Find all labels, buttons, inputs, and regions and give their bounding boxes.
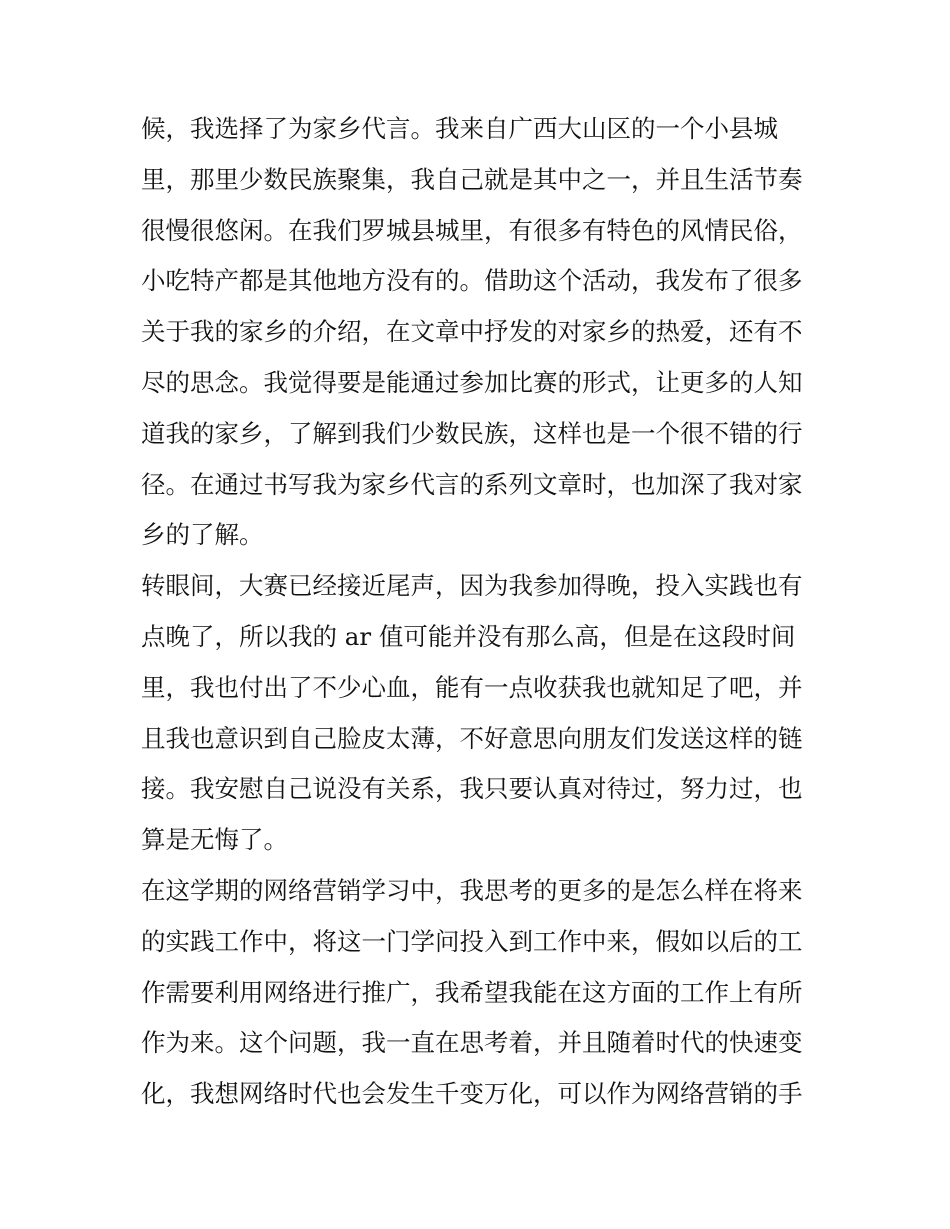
text-line: 且我也意识到自己脸皮太薄，不好意思向朋友们发送这样的链: [141, 723, 803, 753]
text-line: 道我的家乡，了解到我们少数民族，这样也是一个很不错的行: [141, 418, 803, 448]
text-line: 算是无悔了。: [141, 825, 288, 855]
document-body: [141, 104, 821, 1120]
text-line: 乡的了解。: [141, 520, 264, 550]
text-line: 转眼间，大赛已经接近尾声，因为我参加得晚，投入实践也有: [141, 571, 803, 601]
text-line: 点晚了，所以我的 ar 值可能并没有那么高，但是在这段时间: [141, 621, 796, 651]
text-line: 关于我的家乡的介绍，在文章中抒发的对家乡的热爱，还有不: [141, 317, 803, 347]
text-line: 里，那里少数民族聚集，我自己就是其中之一，并且生活节奏: [141, 164, 803, 194]
text-line: 径。在通过书写我为家乡代言的系列文章时，也加深了我对家: [141, 469, 803, 499]
text-line: 尽的思念。我觉得要是能通过参加比赛的形式，让更多的人知: [141, 367, 803, 397]
text-line: 作为来。这个问题，我一直在思考着，并且随着时代的快速变: [141, 1028, 803, 1058]
text-line: 作需要利用网络进行推广，我希望我能在这方面的工作上有所: [141, 977, 803, 1007]
text-line: 化，我想网络时代也会发生千变万化，可以作为网络营销的手: [141, 1079, 803, 1109]
text-line: 很慢很悠闲。在我们罗城县城里，有很多有特色的风情民俗，: [141, 215, 803, 245]
text-line: 里，我也付出了不少心血，能有一点收获我也就知足了吧，并: [141, 672, 803, 702]
text-line: 候，我选择了为家乡代言。我来自广西大山区的一个小县城: [141, 114, 778, 143]
text-line: 小吃特产都是其他地方没有的。借助这个活动，我发布了很多: [141, 266, 803, 296]
text-line: 在这学期的网络营销学习中，我思考的更多的是怎么样在将来: [141, 875, 803, 905]
text-line: 接。我安慰自己说没有关系，我只要认真对待过，努力过，也: [141, 774, 803, 804]
text-line: 的实践工作中，将这一门学问投入到工作中来，假如以后的工: [141, 926, 803, 956]
